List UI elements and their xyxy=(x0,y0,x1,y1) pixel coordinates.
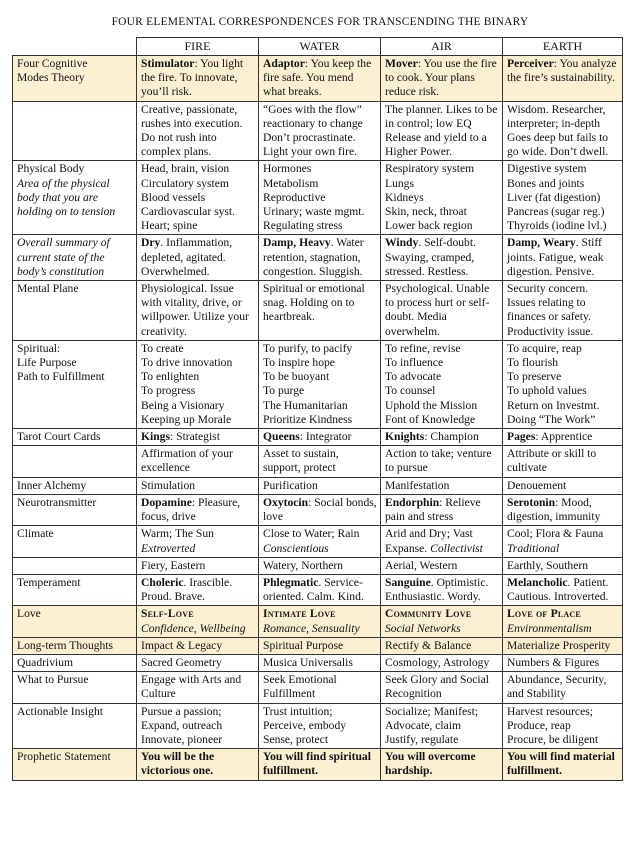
cell-prophetic-water: You will find spiritual fulfillment. xyxy=(259,749,381,780)
cell-quadrivium-fire: Sacred Geometry xyxy=(137,654,259,671)
row-label-tarot-blank xyxy=(13,446,137,477)
cell-pursue-air: Seek Glory and Social Recognition xyxy=(381,672,503,703)
cell-constitution-water: Damp, Heavy. Water retention, stagnation, congestion. Sluggish. xyxy=(259,235,381,281)
correspondence-table xyxy=(12,37,623,781)
row-label-alchemy: Inner Alchemy xyxy=(13,477,137,494)
row-mental xyxy=(13,281,623,341)
cell-tarot-fire: Kings: Strategist xyxy=(137,429,259,446)
row-longterm xyxy=(13,637,623,654)
cell-mental-water: Spiritual or emotional snag. Holding on to heartbreak. xyxy=(259,281,381,341)
cell-tarot-air: Knights: Champion xyxy=(381,429,503,446)
cell-cognitive-detail-earth: Wisdom. Researcher, interpreter; in-depth Goes deep but fails to go wide. Don’t dwell. xyxy=(503,101,623,161)
cell-spiritual-earth: To acquire, reap To flourish To preserve To uphold values Return on Investmt. Doing “The Work” xyxy=(503,340,623,428)
cell-climate-fire: Warm; The Sun Extroverted xyxy=(137,526,259,557)
cell-love-fire: Self-Love Confidence, Wellbeing xyxy=(137,606,259,637)
cell-love-air: Community Love Social Networks xyxy=(381,606,503,637)
row-label-constitution: Overall summary of current state of the body’s constitution xyxy=(13,235,137,281)
cell-longterm-fire: Impact & Legacy xyxy=(137,637,259,654)
header-row xyxy=(13,38,623,56)
cell-climate-detail-water: Watery, Northern xyxy=(259,557,381,574)
cell-longterm-earth: Materialize Prosperity xyxy=(503,637,623,654)
row-tarot-head xyxy=(13,429,623,446)
corner-cell xyxy=(13,38,137,56)
row-neuro xyxy=(13,494,623,525)
row-label-tarot: Tarot Court Cards xyxy=(13,429,137,446)
row-label-love: Love xyxy=(13,606,137,637)
row-label-pursue: What to Pursue xyxy=(13,672,137,703)
cell-physical-fire: Head, brain, vision Circulatory system Blood vessels Cardiovascular syst. Heart; spine xyxy=(137,161,259,235)
cell-pursue-water: Seek Emotional Fulfillment xyxy=(259,672,381,703)
cell-tarot-detail-air: Action to take; venture to pursue xyxy=(381,446,503,477)
row-label-cognitive-blank xyxy=(13,101,137,161)
column-header-earth: EARTH xyxy=(503,38,623,56)
row-love-head xyxy=(13,606,623,637)
cell-physical-air: Respiratory system Lungs Kidneys Skin, neck, throat Lower back region xyxy=(381,161,503,235)
cell-insight-water: Trust intuition; Perceive, embody Sense, protect xyxy=(259,703,381,749)
row-label-temperament: Temperament xyxy=(13,574,137,605)
cell-insight-air: Socialize; Manifest; Advocate, claim Justify, regulate xyxy=(381,703,503,749)
row-alchemy xyxy=(13,477,623,494)
column-header-water: WATER xyxy=(259,38,381,56)
row-tarot-detail xyxy=(13,446,623,477)
cell-love-earth: Love of Place Environmentalism xyxy=(503,606,623,637)
row-label-physical: Physical Body Area of the physical body that you are holding on to tension xyxy=(13,161,137,235)
cell-climate-earth: Cool; Flora & Fauna Traditional xyxy=(503,526,623,557)
cell-cognitive-detail-fire: Creative, passionate, rushes into execution. Do not rush into complex plans. xyxy=(137,101,259,161)
cell-alchemy-earth: Denouement xyxy=(503,477,623,494)
cell-constitution-air: Windy. Self-doubt. Swaying, cramped, stressed. Restless. xyxy=(381,235,503,281)
row-label-climate-blank xyxy=(13,557,137,574)
cell-quadrivium-water: Musica Universalis xyxy=(259,654,381,671)
cell-climate-detail-earth: Earthly, Southern xyxy=(503,557,623,574)
row-label-cognitive: Four Cognitive Modes Theory xyxy=(13,56,137,102)
cell-tarot-earth: Pages: Apprentice xyxy=(503,429,623,446)
cell-climate-water: Close to Water; Rain Conscientious xyxy=(259,526,381,557)
row-insight xyxy=(13,703,623,749)
cell-longterm-water: Spiritual Purpose xyxy=(259,637,381,654)
row-label-prophetic: Prophetic Statement xyxy=(13,749,137,780)
cell-neuro-water: Oxytocin: Social bonds, love xyxy=(259,494,381,525)
cell-climate-detail-air: Aerial, Western xyxy=(381,557,503,574)
cell-cognitive-air: Mover: You use the fire to cook. Your plans reduce risk. xyxy=(381,56,503,102)
cell-tarot-water: Queens: Integrator xyxy=(259,429,381,446)
cell-neuro-earth: Serotonin: Mood, digestion, immunity xyxy=(503,494,623,525)
cell-constitution-fire: Dry. Inflammation, depleted, agitated. Overwhelmed. xyxy=(137,235,259,281)
cell-alchemy-fire: Stimulation xyxy=(137,477,259,494)
row-physical xyxy=(13,161,623,235)
cell-quadrivium-air: Cosmology, Astrology xyxy=(381,654,503,671)
row-cognitive-detail xyxy=(13,101,623,161)
cell-prophetic-earth: You will find material fulfillment. xyxy=(503,749,623,780)
cell-temperament-fire: Choleric. Irascible. Proud. Brave. xyxy=(137,574,259,605)
cell-mental-fire: Physiological. Issue with vitality, drive, or willpower. Utilize your creativity. xyxy=(137,281,259,341)
cell-love-water: Intimate Love Romance, Sensuality xyxy=(259,606,381,637)
cell-cognitive-detail-water: “Goes with the flow” reactionary to change Don’t procrastinate. Light your own fire. xyxy=(259,101,381,161)
cell-cognitive-water: Adaptor: You keep the fire safe. You mend what breaks. xyxy=(259,56,381,102)
row-spiritual xyxy=(13,340,623,428)
row-pursue xyxy=(13,672,623,703)
row-label-neuro: Neurotransmitter xyxy=(13,494,137,525)
cell-climate-detail-fire: Fiery, Eastern xyxy=(137,557,259,574)
cell-cognitive-detail-air: The planner. Likes to be in control; low EQ Release and yield to a Higher Power. xyxy=(381,101,503,161)
row-label-longterm: Long-term Thoughts xyxy=(13,637,137,654)
cell-neuro-air: Endorphin: Relieve pain and stress xyxy=(381,494,503,525)
row-quadrivium xyxy=(13,654,623,671)
cell-neuro-fire: Dopamine: Pleasure, focus, drive xyxy=(137,494,259,525)
cell-cognitive-earth: Perceiver: You analyze the fire’s sustainability. xyxy=(503,56,623,102)
cell-quadrivium-earth: Numbers & Figures xyxy=(503,654,623,671)
row-label-spiritual: Spiritual: Life Purpose Path to Fulfillment xyxy=(13,340,137,428)
cell-temperament-water: Phlegmatic. Service-oriented. Calm. Kind. xyxy=(259,574,381,605)
cell-mental-earth: Security concern. Issues relating to finances or safety. Productivity issue. xyxy=(503,281,623,341)
row-label-quadrivium: Quadrivium xyxy=(13,654,137,671)
row-label-climate: Climate xyxy=(13,526,137,557)
cell-physical-water: Hormones Metabolism Reproductive Urinary; waste mgmt. Regulating stress xyxy=(259,161,381,235)
cell-insight-earth: Harvest resources; Produce, reap Procure, be diligent xyxy=(503,703,623,749)
cell-spiritual-air: To refine, revise To influence To advocate To counsel Uphold the Mission Font of Knowledge xyxy=(381,340,503,428)
cell-tarot-detail-fire: Affirmation of your excellence xyxy=(137,446,259,477)
cell-cognitive-fire: Stimulator: You light the fire. To innovate, you’ll risk. xyxy=(137,56,259,102)
cell-pursue-fire: Engage with Arts and Culture xyxy=(137,672,259,703)
column-header-air: AIR xyxy=(381,38,503,56)
page-title: FOUR ELEMENTAL CORRESPONDENCES FOR TRANSCENDING THE BINARY xyxy=(111,16,529,28)
cell-spiritual-water: To purify, to pacify To inspire hope To be buoyant To purge The Humanitarian Prioritize Kindness xyxy=(259,340,381,428)
cell-temperament-air: Sanguine. Optimistic. Enthusiastic. Wordy. xyxy=(381,574,503,605)
cell-alchemy-water: Purification xyxy=(259,477,381,494)
row-climate-head xyxy=(13,526,623,557)
cell-prophetic-air: You will overcome hardship. xyxy=(381,749,503,780)
row-temperament xyxy=(13,574,623,605)
cell-pursue-earth: Abundance, Security, and Stability xyxy=(503,672,623,703)
row-label-mental: Mental Plane xyxy=(13,281,137,341)
cell-insight-fire: Pursue a passion; Expand, outreach Innovate, pioneer xyxy=(137,703,259,749)
row-cognitive-head xyxy=(13,56,623,102)
row-prophetic xyxy=(13,749,623,780)
cell-tarot-detail-earth: Attribute or skill to cultivate xyxy=(503,446,623,477)
row-label-insight: Actionable Insight xyxy=(13,703,137,749)
cell-tarot-detail-water: Asset to sustain, support, protect xyxy=(259,446,381,477)
row-climate-detail xyxy=(13,557,623,574)
cell-prophetic-fire: You will be the victorious one. xyxy=(137,749,259,780)
column-header-fire: FIRE xyxy=(137,38,259,56)
cell-mental-air: Psychological. Unable to process hurt or self-doubt. Media overwhelm. xyxy=(381,281,503,341)
cell-longterm-air: Rectify & Balance xyxy=(381,637,503,654)
cell-spiritual-fire: To create To drive innovation To enlighten To progress Being a Visionary Keeping up Morale xyxy=(137,340,259,428)
cell-alchemy-air: Manifestation xyxy=(381,477,503,494)
cell-temperament-earth: Melancholic. Patient. Cautious. Introverted. xyxy=(503,574,623,605)
cell-constitution-earth: Damp, Weary. Stiff joints. Fatigue, weak digestion. Pensive. xyxy=(503,235,623,281)
cell-climate-air: Arid and Dry; Vast Expanse. Collectivist xyxy=(381,526,503,557)
cell-physical-earth: Digestive system Bones and joints Liver (fat digestion) Pancreas (sugar reg.) Thyroids (iodine lvl.) xyxy=(503,161,623,235)
row-constitution xyxy=(13,235,623,281)
